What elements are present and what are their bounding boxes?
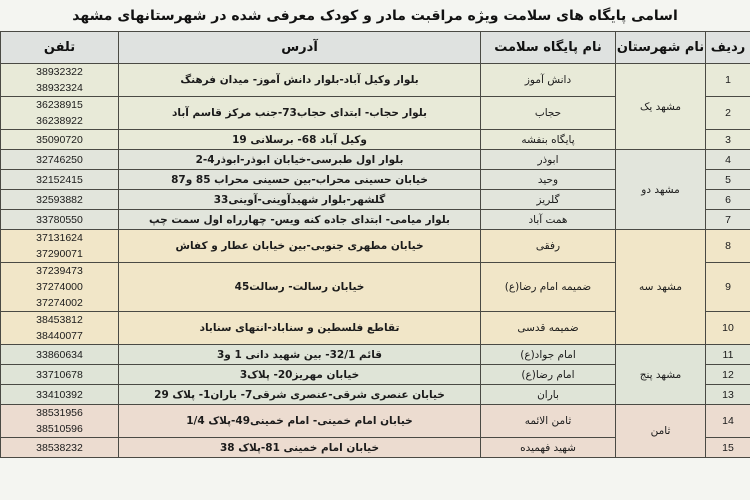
city-cell: مشهد دو: [616, 150, 706, 230]
city-cell: مشهد یک: [616, 64, 706, 150]
address-cell: قائم 32/1- بین شهید دانی 1 و3: [119, 345, 481, 365]
center-name-cell: ابوذر: [481, 150, 616, 170]
phone-number: 38453812: [36, 314, 83, 326]
phone-number: 38932322: [36, 66, 83, 78]
center-name-cell: وحید: [481, 170, 616, 190]
city-cell: مشهد سه: [616, 230, 706, 345]
phone-cell: [1, 190, 119, 210]
row-number: 7: [706, 210, 750, 230]
table-row: [1, 64, 750, 97]
row-number: 12: [706, 365, 750, 385]
center-name-cell: شهید فهمیده: [481, 438, 616, 458]
header-city: نام شهرستان: [616, 32, 706, 64]
phone-number: 37274000: [36, 281, 83, 293]
health-centers-table: [0, 31, 750, 458]
phone-number: 37239473: [36, 265, 83, 277]
phone-cell: [1, 438, 119, 458]
row-number: 14: [706, 405, 750, 438]
phone-cell: [1, 210, 119, 230]
address-cell: خیابان مطهری جنوبی-بین خیابان عطار و کفاش: [119, 230, 481, 263]
phone-number: 33860634: [36, 348, 83, 361]
phone-number: 32152415: [36, 173, 83, 186]
phone-cell: [1, 97, 119, 130]
address-cell: خیابان حسینی محراب-بین حسینی محراب 85 و87: [119, 170, 481, 190]
table-row: [1, 150, 750, 170]
address-cell: خیابان امام خمینی 81-پلاک 38: [119, 438, 481, 458]
row-number: 6: [706, 190, 750, 210]
phone-number: 36238915: [36, 99, 83, 111]
center-name-cell: ضمیمه قدسی: [481, 312, 616, 345]
phone-cell: [1, 170, 119, 190]
phone-number: 33710678: [36, 368, 83, 381]
address-cell: تقاطع فلسطین و سناباد-انتهای سناباد: [119, 312, 481, 345]
phone-number: 38440077: [36, 330, 83, 342]
phone-number: 32746250: [36, 153, 83, 166]
phone-cell: [1, 130, 119, 150]
phone-cell: [1, 150, 119, 170]
phone-cell: [1, 405, 119, 438]
address-cell: بلوار میامی- ابتدای جاده کنه ویس- چهارراه اول سمت چپ: [119, 210, 481, 230]
address-cell: بلوار وکیل آباد-بلوار دانش آموز- میدان فرهنگ: [119, 64, 481, 97]
address-cell: بلوار حجاب- ابتدای حجاب73-جنب مرکز قاسم آباد: [119, 97, 481, 130]
table-header-row: [1, 32, 750, 64]
row-number: 4: [706, 150, 750, 170]
center-name-cell: رفقی: [481, 230, 616, 263]
phone-number: 38531956: [36, 407, 83, 419]
phone-cell: [1, 345, 119, 365]
center-name-cell: گلریز: [481, 190, 616, 210]
address-cell: گلشهر-بلوار شهیدآوینی-آوینی33: [119, 190, 481, 210]
table-row: [1, 405, 750, 438]
row-number: 2: [706, 97, 750, 130]
phone-cell: [1, 263, 119, 312]
document-title: اسامی پایگاه های سلامت ویژه مراقبت مادر و کودک معرفی شده در شهرستانهای مشهد: [72, 8, 678, 24]
center-name-cell: دانش آموز: [481, 64, 616, 97]
center-name-cell: پایگاه بنفشه: [481, 130, 616, 150]
row-number: 9: [706, 263, 750, 312]
center-name-cell: همت آباد: [481, 210, 616, 230]
phone-number: 37274002: [36, 297, 83, 309]
row-number: 5: [706, 170, 750, 190]
row-number: 3: [706, 130, 750, 150]
phone-number: 36238922: [36, 115, 83, 127]
phone-cell: [1, 312, 119, 345]
phone-number: 32593882: [36, 193, 83, 206]
phone-number: 37131624: [36, 232, 83, 244]
table-row: [1, 345, 750, 365]
center-name-cell: امام رضا(ع): [481, 365, 616, 385]
header-row-no: ردیف: [706, 32, 750, 64]
address-cell: خیابان امام خمینی- امام خمینی49-پلاک 1/4: [119, 405, 481, 438]
phone-number: 38510596: [36, 423, 83, 435]
address-cell: خیابان رسالت- رسالت45: [119, 263, 481, 312]
phone-cell: [1, 385, 119, 405]
row-number: 11: [706, 345, 750, 365]
header-address: آدرس: [119, 32, 481, 64]
row-number: 8: [706, 230, 750, 263]
phone-cell: [1, 365, 119, 385]
phone-cell: [1, 230, 119, 263]
table-row: [1, 230, 750, 263]
row-number: 15: [706, 438, 750, 458]
phone-number: 38932324: [36, 82, 83, 94]
center-name-cell: ضمیمه امام رضا(ع): [481, 263, 616, 312]
row-number: 1: [706, 64, 750, 97]
row-number: 10: [706, 312, 750, 345]
center-name-cell: باران: [481, 385, 616, 405]
city-cell: مشهد پنج: [616, 345, 706, 405]
phone-cell: [1, 64, 119, 97]
phone-number: 33410392: [36, 388, 83, 401]
address-cell: خیابان عنصری شرقی-عنصری شرقی7- باران1- پلاک 29: [119, 385, 481, 405]
center-name-cell: حجاب: [481, 97, 616, 130]
address-cell: بلوار اول طبرسی-خیابان ابوذر-ابوذر4-2: [119, 150, 481, 170]
city-cell: ثامن: [616, 405, 706, 458]
phone-number: 35090720: [36, 133, 83, 146]
row-number: 13: [706, 385, 750, 405]
center-name-cell: امام جواد(ع): [481, 345, 616, 365]
header-phone: تلفن: [1, 32, 119, 64]
phone-number: 38538232: [36, 441, 83, 454]
center-name-cell: ثامن الائمه: [481, 405, 616, 438]
phone-number: 33780550: [36, 213, 83, 226]
table-body: [1, 64, 750, 458]
phone-number: 37290071: [36, 248, 83, 260]
address-cell: وکیل آباد 68- برسلانی 19: [119, 130, 481, 150]
header-center: نام پایگاه سلامت: [481, 32, 616, 64]
address-cell: خیابان مهریز20- پلاک3: [119, 365, 481, 385]
